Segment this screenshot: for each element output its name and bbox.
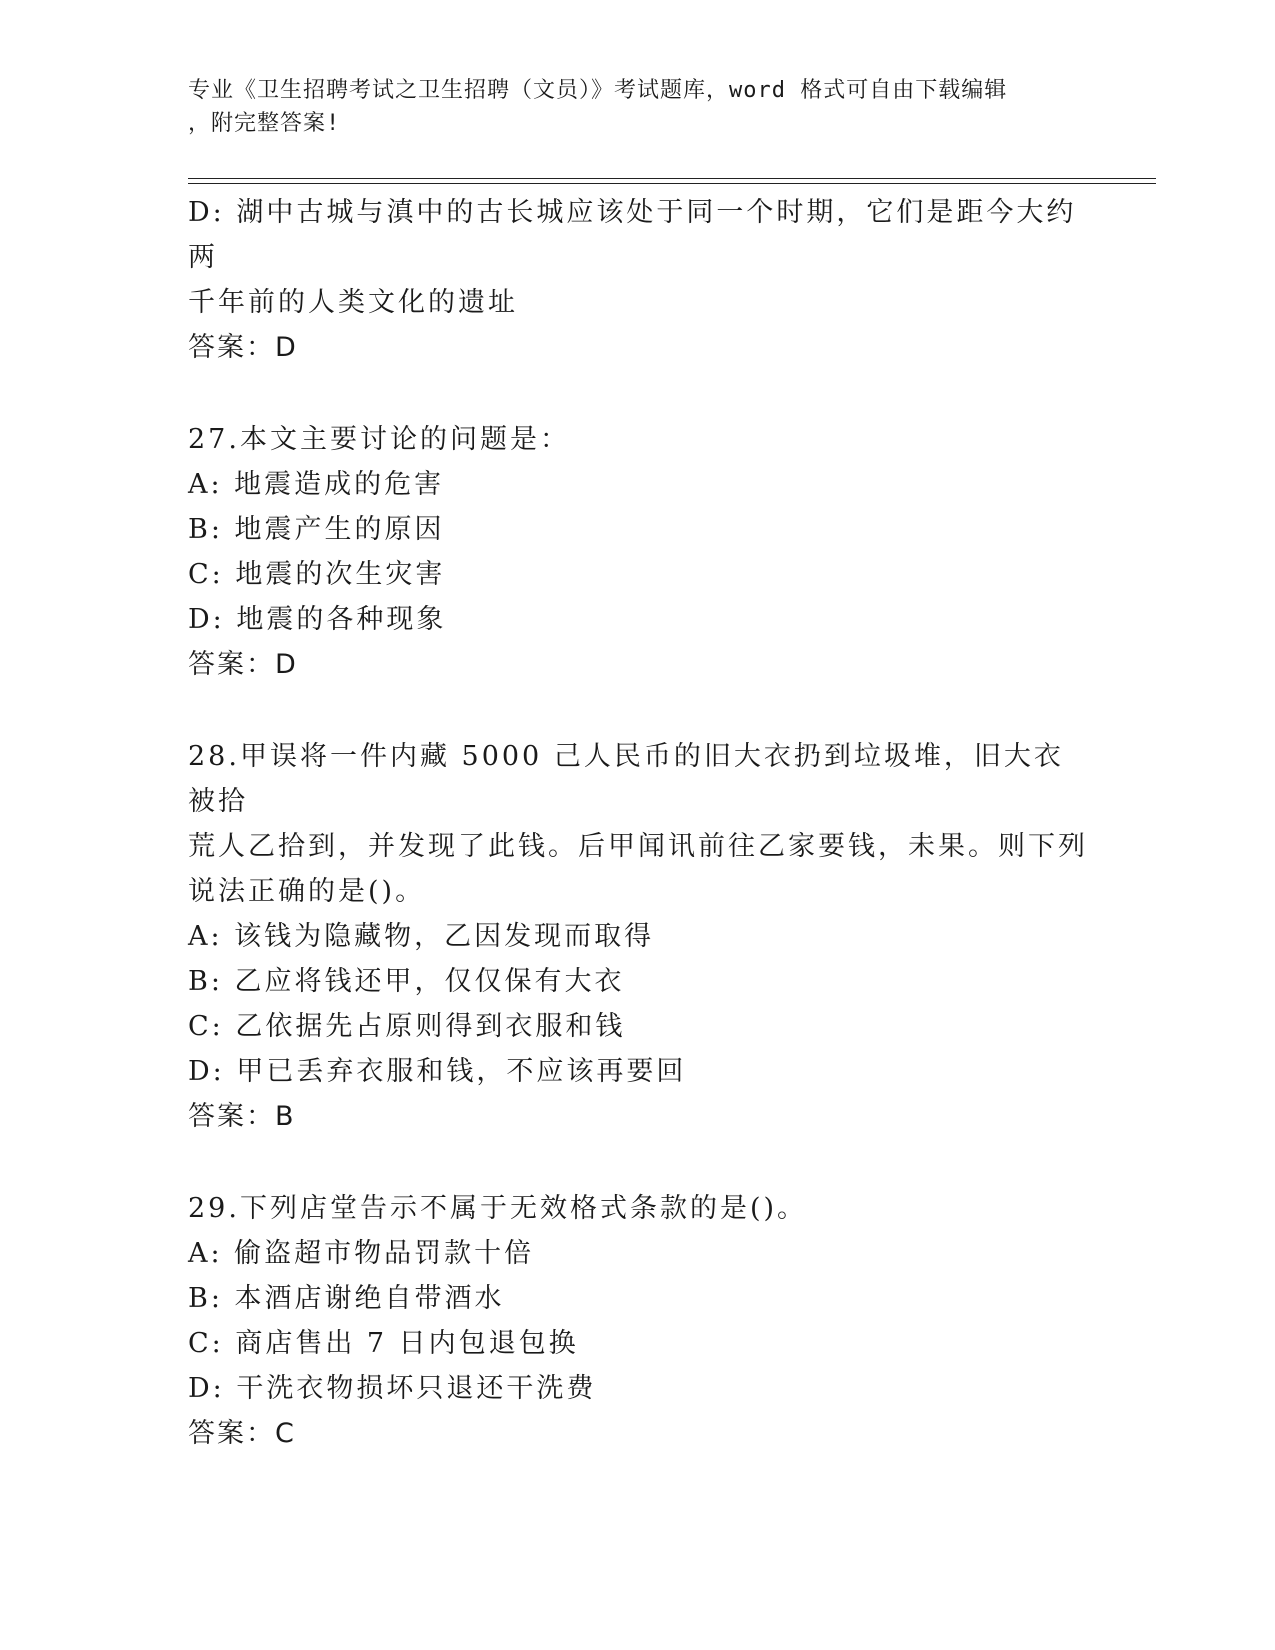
header-title-line-1: 专业《卫生招聘考试之卫生招聘（文员）》考试题库，word 格式可自由下载编辑	[188, 78, 1008, 103]
question-stem-continued: 荒人乙拾到，并发现了此钱。后甲闻讯前往乙家要钱，未果。则下列	[188, 831, 1088, 862]
question-stem: 27.本文主要讨论的问题是：	[188, 424, 570, 455]
option-b: B: 乙应将钱还甲，仅仅保有大衣	[188, 966, 625, 997]
option-b: B: 地震产生的原因	[188, 514, 445, 545]
answer-line: 答案：D	[188, 332, 298, 363]
answer-line: 答案：D	[188, 649, 298, 680]
question-stem-continued: 说法正确的是()。	[188, 876, 426, 907]
header-divider-top	[188, 178, 1156, 179]
option-b: B: 本酒店谢绝自带酒水	[188, 1283, 505, 1314]
option-a: A: 该钱为隐藏物，乙因发现而取得	[188, 921, 655, 952]
question-26-tail	[188, 190, 1088, 370]
answer-line: 答案：C	[188, 1418, 296, 1449]
option-d: D: 甲已丢弃衣服和钱，不应该再要回	[188, 1056, 687, 1087]
header-divider-bottom	[188, 183, 1156, 184]
question-list	[188, 190, 1088, 1456]
option-c: C: 商店售出 7 日内包退包换	[188, 1328, 579, 1359]
option-d: D: 干洗衣物损坏只退还干洗费	[188, 1373, 597, 1404]
option-c: C: 乙依据先占原则得到衣服和钱	[188, 1011, 626, 1042]
option-d: D: 地震的各种现象	[188, 604, 447, 635]
question-stem: 29.下列店堂告示不属于无效格式条款的是()。	[188, 1193, 808, 1224]
document-header	[188, 74, 1068, 140]
question-27	[188, 417, 1088, 687]
question-29	[188, 1186, 1088, 1456]
option-c: C: 地震的次生灾害	[188, 559, 446, 590]
answer-line: 答案：B	[188, 1101, 296, 1132]
header-title-line-2: ，附完整答案!	[188, 111, 341, 136]
question-stem: 28.甲误将一件内藏 5000 己人民币的旧大衣扔到垃圾堆，旧大衣被拾	[188, 741, 1064, 817]
option-a: A: 偷盗超市物品罚款十倍	[188, 1238, 535, 1269]
question-28	[188, 734, 1088, 1139]
option-d: D: 湖中古城与滇中的古长城应该处于同一个时期，它们是距今大约两	[188, 197, 1077, 273]
option-d-continued: 千年前的人类文化的遗址	[188, 287, 518, 318]
option-a: A: 地震造成的危害	[188, 469, 445, 500]
